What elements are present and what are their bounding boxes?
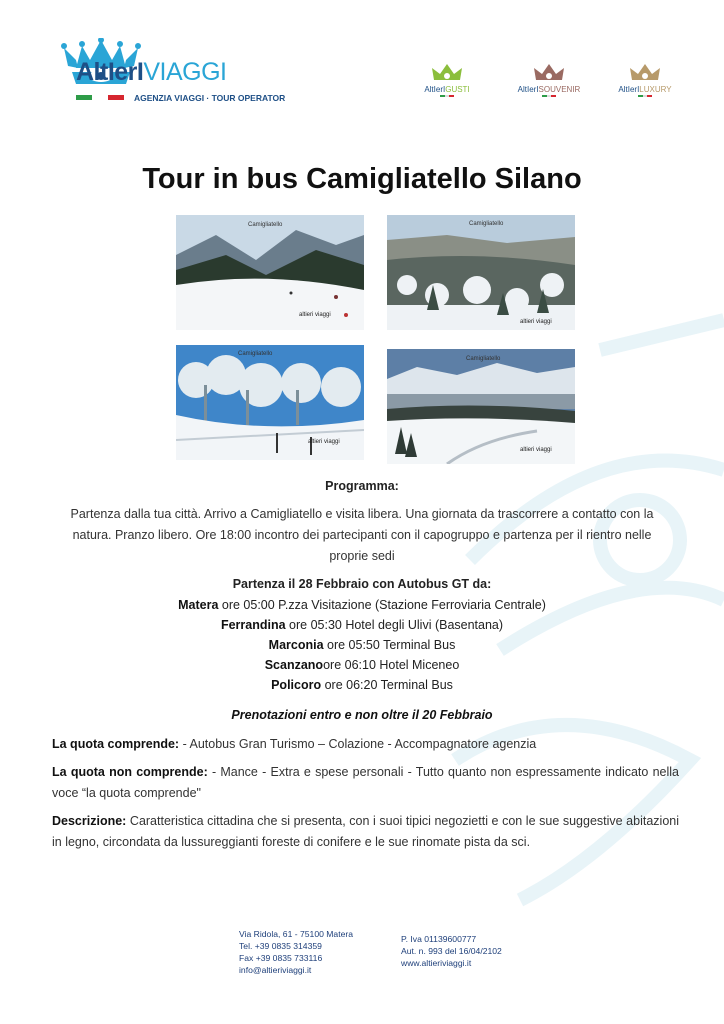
programma-line-1: Partenza dalla tua città. Arrivo a Camigliatello e visita libera. Una giornata da trascorrere a contatto con la — [70, 507, 654, 521]
photo-caption: Camigliatello — [238, 351, 273, 357]
souvenir-crown-icon — [532, 62, 566, 84]
departure-stop: Policoro ore 06:20 Terminal Bus — [271, 678, 453, 692]
sub-logo-souvenir: AltIerISOUVENIR — [510, 62, 588, 108]
photo-watermark: altieri viaggi — [308, 439, 340, 445]
departure-stop: Matera ore 05:00 P.zza Visitazione (Stazione Ferroviaria Centrale) — [178, 598, 546, 612]
departure-stop: Ferrandina ore 05:30 Hotel degli Ulivi (Basentana) — [220, 618, 504, 632]
brand-tagline: AGENZIA VIAGGI · TOUR OPERATOR — [134, 93, 286, 103]
photo-frosted-trees — [176, 345, 364, 460]
brand-name: AltIerIVIAGGI — [76, 58, 227, 86]
italian-flag — [76, 95, 124, 100]
photo-ski-slope — [176, 215, 364, 330]
gusti-crown-icon — [430, 62, 464, 84]
departure-stop: Scanzanoore 06:10 Hotel Miceneo — [264, 658, 460, 672]
footer-email-link[interactable]: info@altieriviaggi.it — [239, 965, 312, 975]
quota-non-comprende: La quota non comprende: - Mance - Extra e spese personali - Tutto quanto non espressamente indicato nella voce “la quota comprende" — [52, 765, 679, 800]
photo-caption: Camigliatello — [466, 356, 501, 362]
page-title: Tour in bus Camigliatello Silano — [142, 163, 582, 195]
photo-watermark: altieri viaggi — [520, 447, 552, 453]
sub-logo-luxury: AltIerILUXURY — [606, 62, 684, 108]
programma-heading: Programma: — [325, 479, 399, 493]
booking-deadline: Prenotazioni entro e non oltre il 20 Febbraio — [231, 708, 493, 722]
footer-contacts: Via Ridola, 61 - 75100 Matera Tel. +39 0835 314359 Fax +39 0835 733116 info@altieriviaggi.it — [239, 929, 354, 975]
footer-company-info: P. Iva 01139600777 Aut. n. 993 del 16/04/2102 www.altieriviaggi.it — [401, 934, 502, 968]
descrizione: Descrizione: Caratteristica cittadina che si presenta, con i suoi tipici negozietti e con le sue suggestive abitazioni in legno, circondata da lussureggianti foreste di conifere e le sue rinomate pista da sci. — [52, 814, 679, 849]
photo-watermark: altieri viaggi — [520, 319, 552, 325]
photo-mountain-panorama — [387, 349, 575, 464]
photo-caption: Camigliatello — [248, 222, 283, 228]
photo-snowy-forest — [387, 215, 575, 330]
programma-line-3: proprie sedi — [329, 549, 395, 563]
photo-watermark: altieri viaggi — [299, 312, 331, 318]
footer-website-link[interactable]: www.altieriviaggi.it — [401, 958, 472, 968]
luxury-crown-icon — [628, 62, 662, 84]
departure-stop: Marconia ore 05:50 Terminal Bus — [268, 638, 456, 652]
photo-caption: Camigliatello — [469, 221, 504, 227]
quota-comprende: La quota comprende: - Autobus Gran Turismo – Colazione - Accompagnatore agenzia — [52, 737, 537, 751]
sub-logo-gusti: AltIerIGUSTI — [408, 62, 486, 108]
departures-heading: Partenza il 28 Febbraio con Autobus GT da: — [232, 577, 492, 591]
programma-line-2: natura. Pranzo libero. Ore 18:00 incontro dei partecipanti con il capogruppo e partenza per il rientro nelle — [72, 528, 652, 542]
